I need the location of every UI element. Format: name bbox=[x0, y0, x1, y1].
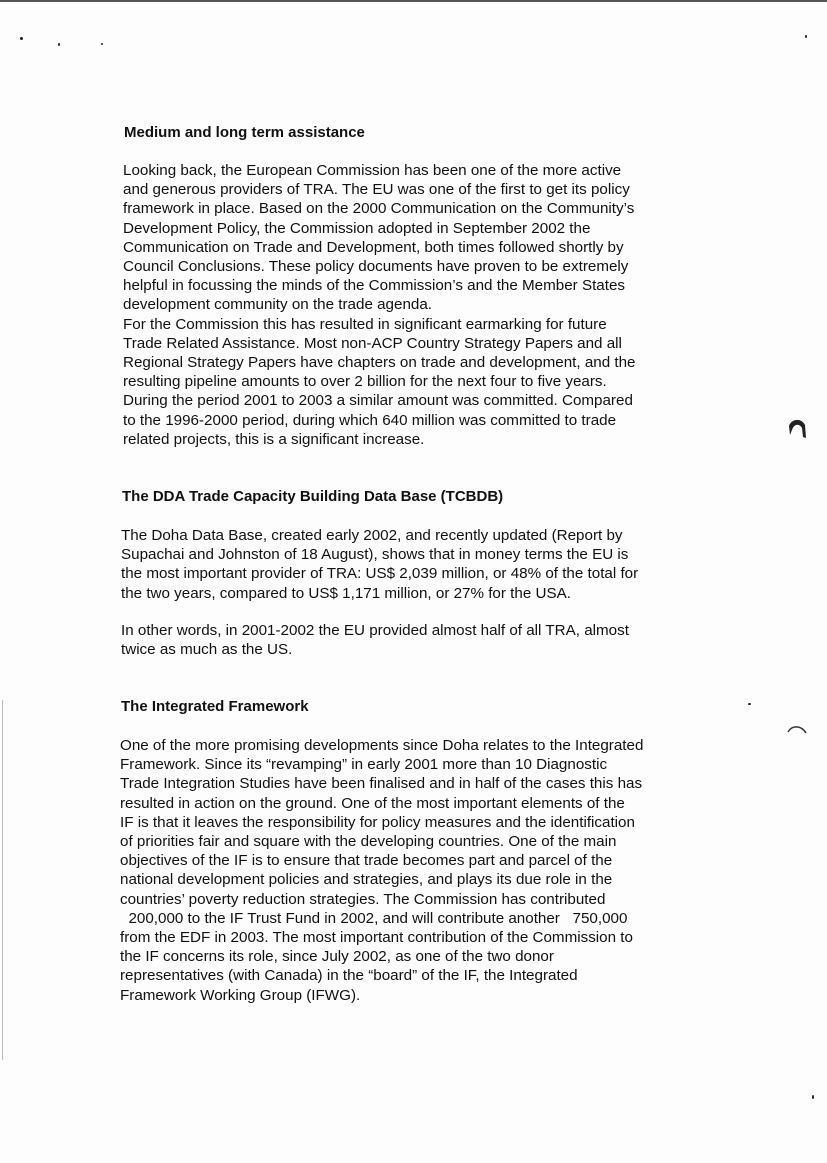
text-line: twice as much as the US. bbox=[121, 641, 293, 659]
text-line: Supachai and Johnston of 18 August), shows that in money terms the EU is bbox=[121, 546, 629, 564]
section-heading-medium-long-term: Medium and long term assistance bbox=[124, 124, 365, 141]
text-line: development community on the trade agenda. bbox=[123, 296, 433, 314]
punch-hole-mark bbox=[786, 416, 808, 442]
text-line: Framework Working Group (IFWG). bbox=[120, 986, 361, 1004]
scan-speck bbox=[748, 703, 751, 705]
text-line: objectives of the IF is to ensure that trade becomes part and parcel of the bbox=[120, 852, 613, 870]
scan-speck bbox=[805, 35, 807, 38]
text-line: and generous providers of TRA. The EU was one of the first to get its policy bbox=[123, 181, 630, 199]
text-line: from the EDF in 2003. The most important contribution of the Commission to bbox=[120, 929, 633, 947]
text-line: the most important provider of TRA: US$ 2,039 million, or 48% of the total for bbox=[121, 565, 639, 583]
text-line: IF is that it leaves the responsibility for policy measures and the identification bbox=[120, 813, 635, 831]
text-line: Council Conclusions. These policy documents have proven to be extremely bbox=[123, 258, 629, 276]
text-line: During the period 2001 to 2003 a similar amount was committed. Compared bbox=[123, 392, 633, 410]
text-line: countries’ poverty reduction strategies. The Commission has contributed bbox=[120, 890, 606, 908]
scan-speck bbox=[812, 1095, 814, 1099]
text-line: of priorities fair and square with the developing countries. One of the main bbox=[120, 833, 617, 851]
text-line: related projects, this is a significant increase. bbox=[123, 430, 425, 448]
punch-hole-mark bbox=[786, 722, 808, 748]
scan-speck bbox=[58, 43, 60, 46]
scan-left-edge bbox=[2, 700, 3, 1060]
scan-speck bbox=[20, 37, 23, 40]
section-heading-tcbdb: The DDA Trade Capacity Building Data Base (TCBDB) bbox=[122, 488, 504, 505]
text-line: Regional Strategy Papers have chapters on trade and development, and the bbox=[123, 354, 636, 372]
text-line: Looking back, the European Commission has been one of the more active bbox=[123, 162, 622, 179]
text-line: resulting pipeline amounts to over 2 billion for the next four to five years. bbox=[123, 373, 607, 391]
text-line: One of the more promising developments since Doha relates to the Integrated bbox=[120, 737, 644, 754]
scan-top-border bbox=[0, 0, 827, 2]
text-line: the IF concerns its role, since July 2002, as one of the two donor bbox=[120, 948, 554, 966]
text-line: helpful in focussing the minds of the Commission’s and the Member States bbox=[123, 277, 626, 295]
text-line: Communication on Trade and Development, both times followed shortly by bbox=[123, 238, 624, 256]
text-line: framework in place. Based on the 2000 Communication on the Community’s bbox=[123, 200, 635, 218]
section-paragraph bbox=[120, 736, 643, 1005]
text-line: resulted in action on the ground. One of the most important elements of the bbox=[120, 794, 625, 812]
text-line: Trade Related Assistance. Most non-ACP Country Strategy Papers and all bbox=[123, 334, 622, 352]
text-line: Trade Integration Studies have been finalised and in half of the cases this has bbox=[120, 775, 643, 793]
text-line: In other words, in 2001-2002 the EU provided almost half of all TRA, almost bbox=[121, 622, 629, 639]
section-paragraph bbox=[121, 621, 629, 659]
text-line: Development Policy, the Commission adopted in September 2002 the bbox=[123, 219, 591, 237]
text-line: the two years, compared to US$ 1,171 million, or 27% for the USA. bbox=[121, 584, 571, 602]
text-line: to the 1996-2000 period, during which 640 million was committed to trade bbox=[123, 411, 617, 429]
section-paragraph bbox=[121, 526, 638, 603]
section-heading-integrated-framework: The Integrated Framework bbox=[121, 698, 309, 715]
text-line: For the Commission this has resulted in significant earmarking for future bbox=[123, 315, 607, 333]
scan-speck bbox=[101, 43, 103, 45]
text-line: representatives (with Canada) in the “board” of the IF, the Integrated bbox=[120, 967, 578, 985]
section-paragraph bbox=[123, 161, 636, 449]
text-line: The Doha Data Base, created early 2002, and recently updated (Report by bbox=[121, 527, 623, 544]
text-line: national development policies and strategies, and plays its due role in the bbox=[120, 871, 613, 889]
text-line: 200,000 to the IF Trust Fund in 2002, and will contribute another 750,000 bbox=[120, 909, 628, 927]
text-line: Framework. Since its “revamping” in early 2001 more than 10 Diagnostic bbox=[120, 756, 608, 774]
